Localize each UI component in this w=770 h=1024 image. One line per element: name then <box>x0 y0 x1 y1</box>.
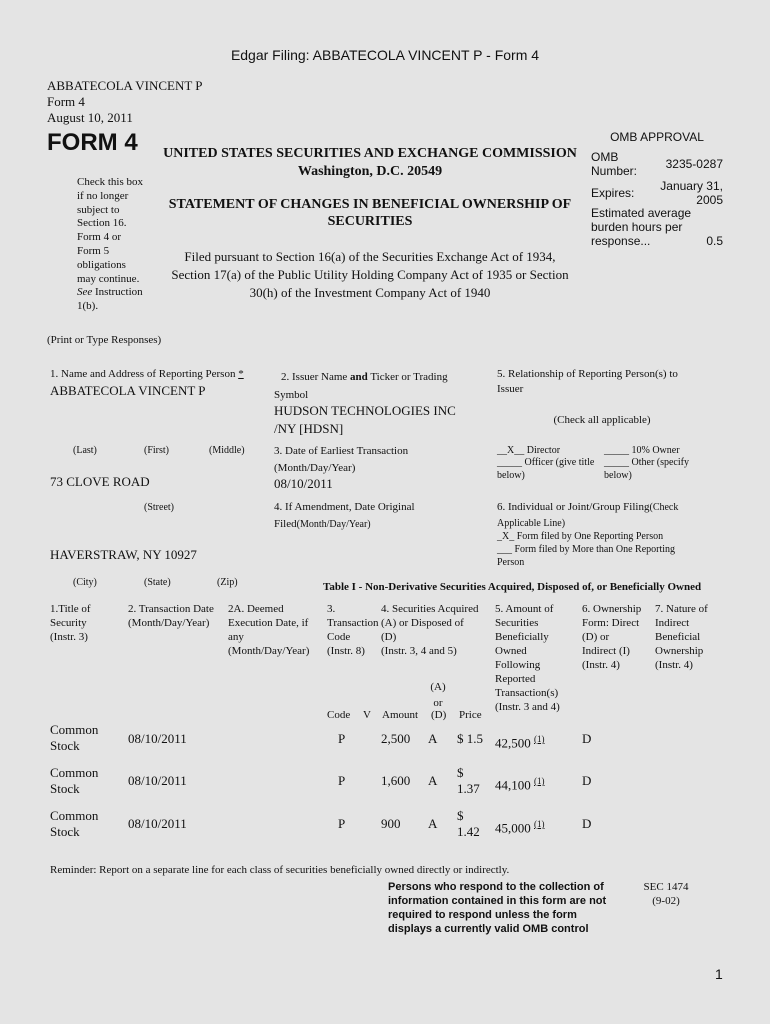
box1-label: 1. Name and Address of Reporting Person * <box>50 368 244 380</box>
relationship-ten-pct: _____ 10% Owner <box>604 445 680 456</box>
box4-label: 4. If Amendment, Date Original Filed(Month/Day/Year) <box>274 501 415 530</box>
checkbox-note: Check this box if no longer subject to Section 16. Form 4 or Form 5 obligations may continue. See Instruction 1(b). <box>77 176 143 313</box>
col-owned-header: 5. Amount of Securities Beneficially Owned Following Reported Transaction(s) (Instr. 3 and 4) <box>495 603 560 713</box>
relationship-officer: _____ Officer (give title below) <box>497 457 595 481</box>
reporting-person-name: ABBATECOLA VINCENT P <box>50 383 206 398</box>
filing-options: Applicable Line) _X_ Form filed by One Reporting Person ___ Form filed by More than One Reporting Person <box>497 518 676 568</box>
table-title: Table I - Non-Derivative Securities Acquired, Disposed of, or Beneficially Owned <box>323 581 702 593</box>
price-subheader: Price <box>459 709 482 721</box>
reporting-person-city: HAVERSTRAW, NY 10927 <box>50 547 197 562</box>
box6-label: 6. Individual or Joint/Group Filing(Check <box>497 501 679 513</box>
col-securities-header: 4. Securities Acquired (A) or Disposed of (D) (Instr. 3, 4 and 5) <box>381 603 479 657</box>
relationship-director: __X__ Director <box>497 445 561 456</box>
aod-d-subheader: (D) <box>431 709 447 721</box>
reminder-text: Reminder: Report on a separate line for each class of securities beneficially owned directly or indirectly. <box>50 864 510 876</box>
relationship-other: _____ Other (specify below) <box>604 457 689 481</box>
table-row: Common Stock <box>50 722 99 753</box>
statement-title: STATEMENT OF CHANGES IN BENEFICIAL OWNERSHIP OF SECURITIES <box>168 197 572 229</box>
v-subheader: V <box>363 709 371 721</box>
box5-label: 5. Relationship of Reporting Person(s) to Issuer <box>497 368 678 395</box>
col-date-header: 2. Transaction Date (Month/Day/Year) <box>128 603 214 629</box>
agency-location: Washington, D.C. 20549 <box>297 164 443 179</box>
omb-burden-value: 0.5 <box>706 234 723 248</box>
page-number: 1 <box>715 966 723 982</box>
reporting-person-street: 73 CLOVE ROAD <box>50 474 150 489</box>
aod-subheader: (A) or <box>430 681 446 709</box>
issuer-name: HUDSON TECHNOLOGIES INC /NY [HDSN] <box>274 403 456 436</box>
filing-more-persons: ___ Form filed by More than One Reporting <box>497 544 676 555</box>
form-label: FORM 4 <box>47 129 138 156</box>
box2-label: 2. Issuer Name and Ticker or Trading <box>281 371 448 383</box>
omb-title: OMB APPROVAL <box>610 130 704 144</box>
filer-name: ABBATECOLA VINCENT P <box>47 78 203 93</box>
col-nature-header: 7. Nature of Indirect Beneficial Ownership (Instr. 4) <box>655 603 708 671</box>
amount-subheader: Amount <box>382 709 419 721</box>
page-title: Edgar Filing: ABBATECOLA VINCENT P - Form 4 <box>230 47 540 63</box>
col-ownership-form-header: 6. Ownership Form: Direct (D) or Indirect (I) (Instr. 4) <box>582 603 642 671</box>
print-note: (Print or Type Responses) <box>47 334 162 346</box>
col-deemed-header: 2A. Deemed Execution Date, if any (Month/Day/Year) <box>228 603 310 657</box>
persons-note: Persons who respond to the collection of information contained in this form are not required to respond unless the form displays a currently valid OMB control <box>388 881 607 935</box>
earliest-transaction-date: 08/10/2011 <box>274 476 333 491</box>
filer-date: August 10, 2011 <box>47 110 133 125</box>
filing-one-person: _X_ Form filed by One Reporting Person <box>497 531 664 542</box>
sec-form-code: SEC 1474 (9-02) <box>643 881 689 907</box>
filer-form: Form 4 <box>47 94 85 109</box>
code-subheader: Code <box>327 709 351 721</box>
table-row: Common Stock <box>50 765 99 796</box>
box3-label: 3. Date of Earliest Transaction (Month/Day/Year) <box>274 445 409 474</box>
table-row: Common Stock <box>50 808 99 839</box>
omb-number: 3235-0287 <box>665 157 723 171</box>
filed-pursuant: Filed pursuant to Section 16(a) of the Securities Exchange Act of 1934, Section 17(a) of the Public Utility Holding Company Act of 1935 or Section 30(h) of the Investment Company Act of 1940 <box>171 249 569 300</box>
col-title-header: 1.Title of Security (Instr. 3) <box>50 603 91 643</box>
filer-header <box>47 78 203 126</box>
agency-name: UNITED STATES SECURITIES AND EXCHANGE COMMISSION <box>163 146 577 161</box>
col-code-header: 3. Transaction Code (Instr. 8) <box>327 603 379 657</box>
